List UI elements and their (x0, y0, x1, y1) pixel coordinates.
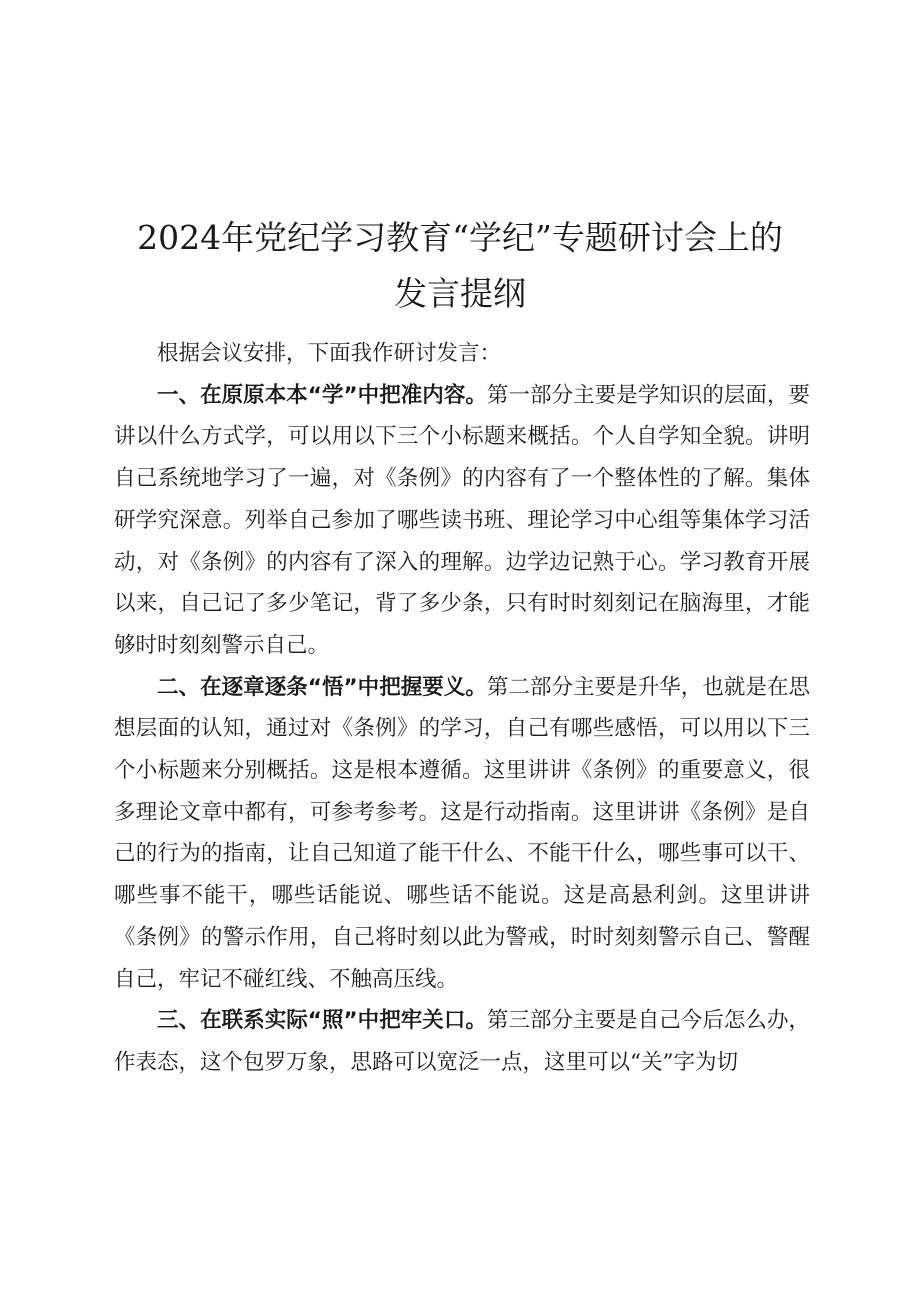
section-paragraph-1 (114, 375, 810, 667)
section-heading-1: 一、在原原本本“学”中把准内容。 (157, 382, 487, 408)
section-heading-2: 二、在逐章逐条“悟”中把握要义。 (157, 674, 487, 700)
section-paragraph-2 (114, 667, 810, 1001)
title-line-1: 2024年党纪学习教育“学纪”专题研讨会上的 (137, 218, 783, 257)
section-text-1: 第一部分主要是学知识的层面，要讲以什么方式学，可以用以下三个小标题来概括。个人自学知全貌。讲明自己系统地学习了一遍，对《条例》的内容有了一个整体性的了解。集体研学究深意。列举自己参加了哪些读书班、理论学习中心组等集体学习活动，对《条例》的内容有了深入的理解。边学边记熟于心。学习教育开展以来，自己记了多少笔记，背了多少条，只有时时刻刻记在脑海里，才能够时时刻刻警示自己。 (114, 382, 810, 658)
document-body (114, 333, 810, 1084)
section-text-3: 第三部分主要是自己今后怎么办，作表态，这个包罗万象，思路可以宽泛一点，这里可以“关”字为切 (114, 1008, 810, 1075)
intro-paragraph: 根据会议安排，下面我作研讨发言： (157, 341, 502, 366)
section-paragraph-3 (114, 1000, 810, 1083)
document-title (100, 210, 820, 322)
section-heading-3: 三、在联系实际“照”中把牢关口。 (157, 1008, 487, 1034)
title-line-2: 发言提纲 (394, 274, 526, 313)
section-text-2: 第二部分主要是升华，也就是在思想层面的认知，通过对《条例》的学习，自己有哪些感悟，可以用以下三个小标题来分别概括。这是根本遵循。这里讲讲《条例》的重要意义，很多理论文章中都有，可参考参考。这是行动指南。这里讲讲《条例》是自己的行为的指南，让自己知道了能干什么、不能干什么，哪些事可以干、哪些事不能干，哪些话能说、哪些话不能说。这是高悬利剑。这里讲讲《条例》的警示作用，自己将时刻以此为警戒，时时刻刻警示自己、警醒自己，牢记不碰红线、不触高压线。 (114, 674, 810, 992)
